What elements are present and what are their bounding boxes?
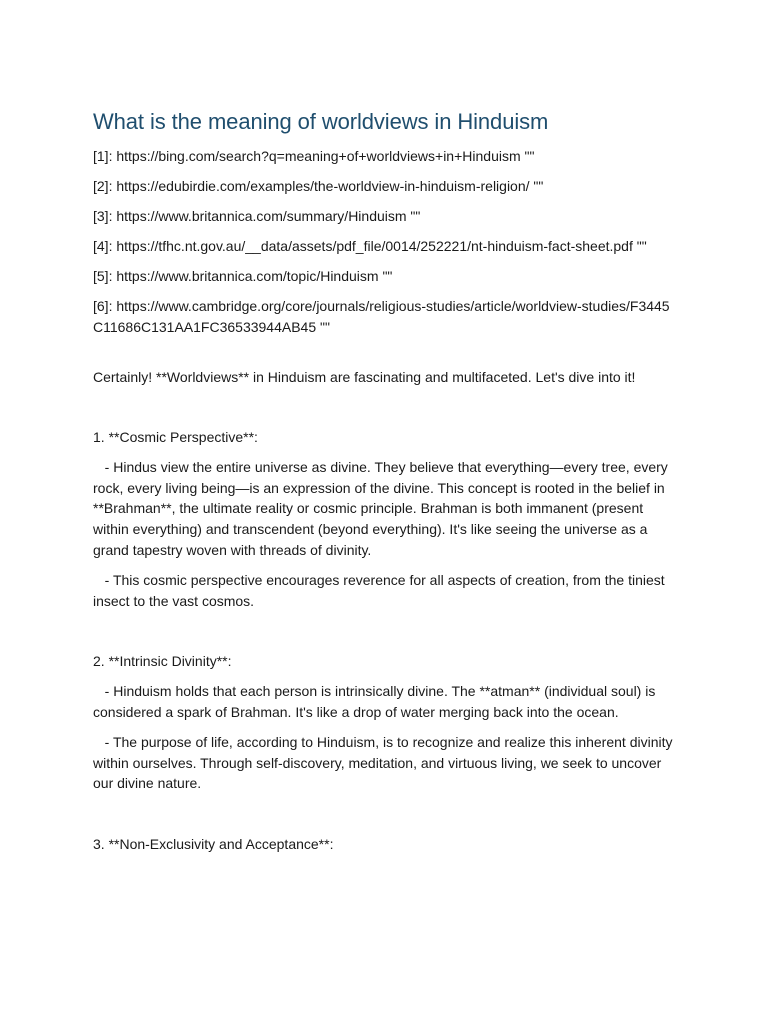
reference-item: [2]: https://edubirdie.com/examples/the-worldview-in-hinduism-religion/ "" <box>93 178 544 194</box>
section-heading: 1. **Cosmic Perspective**: <box>93 428 258 445</box>
section-heading: 3. **Non-Exclusivity and Acceptance**: <box>93 835 334 852</box>
reference-item: [4]: https://tfhc.nt.gov.au/__data/assets/pdf_file/0014/252221/nt-hinduism-fact-sheet.pdf "" <box>93 238 647 254</box>
reference-item: [5]: https://www.britannica.com/topic/Hinduism "" <box>93 268 393 284</box>
section-heading: 2. **Intrinsic Divinity**: <box>93 652 232 669</box>
section-point: - This cosmic perspective encourages reverence for all aspects of creation, from the tiniest insect to the vast cosmos. <box>93 571 669 609</box>
section-point: - The purpose of life, according to Hinduism, is to recognize and realize this inherent divinity within ourselves. Through self-discovery, meditation, and virtuous living, we seek to uncover our divine nature. <box>93 733 677 792</box>
intro-paragraph: Certainly! **Worldviews** in Hinduism are fascinating and multifaceted. Let's dive into it! <box>93 368 636 385</box>
reference-item: [6]: https://www.cambridge.org/core/journals/religious-studies/article/worldview-studies/F3445C11686C131AA1FC36533944AB45 "" <box>93 298 670 335</box>
reference-item: [3]: https://www.britannica.com/summary/Hinduism "" <box>93 208 421 224</box>
section-point: - Hindus view the entire universe as divine. They believe that everything—every tree, every rock, every living being—is an expression of the divine. This concept is rooted in the belief in **Brahman**, the ultimate reality or cosmic principle. Brahman is both immanent (present within everything) and transcendent (beyond everything). It's like seeing the universe as a grand tapestry woven with threads of divinity. <box>93 458 672 558</box>
document-title: What is the meaning of worldviews in Hinduism <box>93 109 549 134</box>
section-point: - Hinduism holds that each person is intrinsically divine. The **atman** (individual soul) is considered a spark of Brahman. It's like a drop of water merging back into the ocean. <box>93 683 660 720</box>
document-page <box>93 106 677 864</box>
reference-item: [1]: https://bing.com/search?q=meaning+of+worldviews+in+Hinduism "" <box>93 148 535 164</box>
reference-list <box>93 146 673 337</box>
